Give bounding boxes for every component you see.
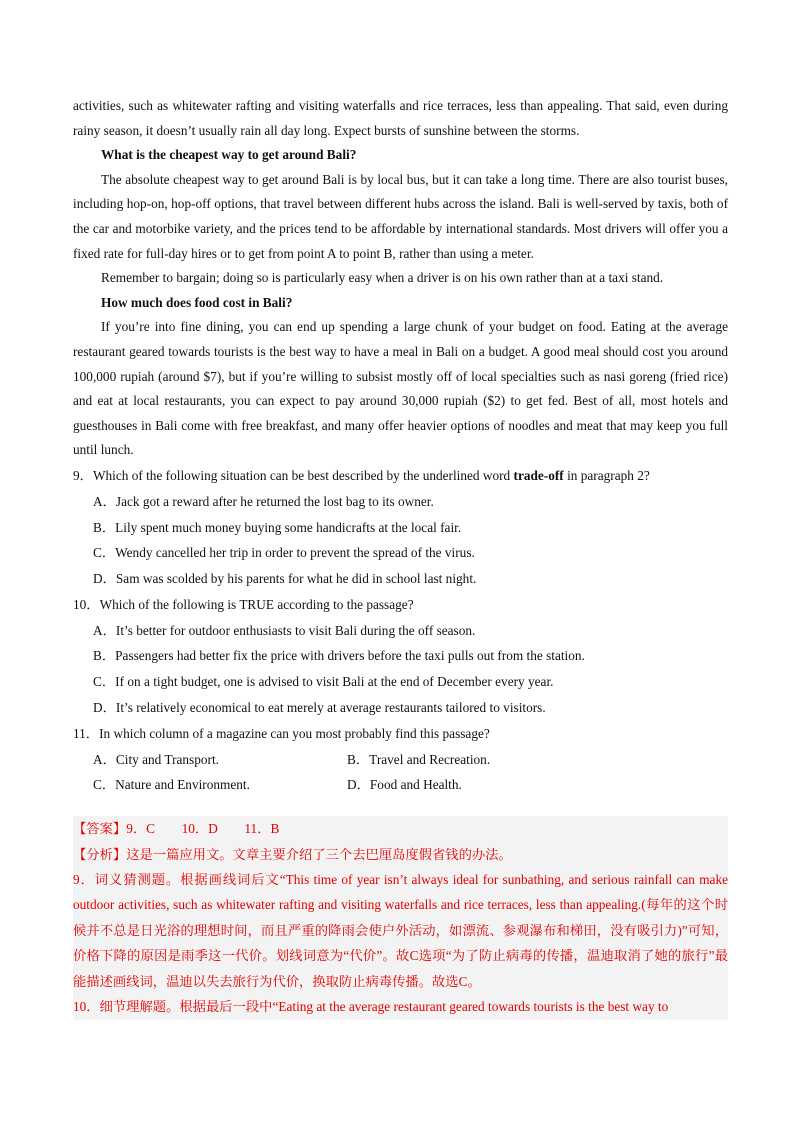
question-11: 11．In which column of a magazine can you most probably find this passage? bbox=[73, 725, 490, 741]
q10-option-c: C．If on a tight budget, one is advised to visit Bali at the end of December every year. bbox=[93, 674, 554, 690]
q11-options-row-1 bbox=[73, 747, 728, 773]
q9-option-b: B．Lily spent much money buying some handicrafts at the local fair. bbox=[93, 519, 462, 535]
analysis-line bbox=[73, 842, 728, 867]
q9-stem-b: in paragraph 2? bbox=[563, 467, 650, 483]
passage-paragraph-1: activities, such as whitewater rafting and visiting waterfalls and rice terraces, less than appealing. That said, even during rainy season, it doesn’t usually rain all day long. Expect bursts of sunshine between the storms. bbox=[73, 98, 728, 138]
q9-stem-a: 9．Which of the following situation can be best described by the underlined word bbox=[73, 467, 514, 483]
analysis-label: 【分析】 bbox=[73, 846, 127, 862]
q9-option-d: D．Sam was scolded by his parents for what he did in school last night. bbox=[93, 571, 477, 587]
q9-option-a: A．Jack got a reward after he returned the lost bag to its owner. bbox=[93, 493, 434, 509]
answer-section bbox=[73, 816, 728, 1019]
passage-paragraph-4: If you’re into fine dining, you can end up spending a large chunk of your budget on food. Eating at the average restaurant geared towards tourists is the best way to have a meal in Bali on a budget. A good meal should cost you around 100,000 rupiah (around $7), but if you’re willing to subsist mostly off of local specialties such as nasi goreng (fried rice) and eat at local restaurants, you can expect to pay around 30,000 rupiah ($2) to get fed. Best of all, most hotels and guesthouses in Bali come with free breakfast, and many offer heavier options of noodles and meat that may keep you full until lunch. bbox=[73, 319, 728, 458]
analysis-text: 这是一篇应用文。文章主要介绍了三个去巴厘岛度假省钱的办法。 bbox=[126, 846, 512, 862]
question-9 bbox=[73, 463, 728, 489]
heading-food: How much does food cost in Bali? bbox=[101, 294, 293, 310]
explanation-10: 10．细节理解题。根据最后一段中“Eating at the average restaurant geared towards tourists is the best way to bbox=[73, 999, 669, 1015]
question-10: 10．Which of the following is TRUE according to the passage? bbox=[73, 596, 414, 612]
heading-transport: What is the cheapest way to get around Bali? bbox=[101, 147, 357, 163]
explanation-9: 9．词义猜测题。根据画线词后文“This time of year isn’t always ideal for sunbathing, and serious rainfall can make outdoor activities, such as whitewater rafting and visiting waterfalls and rice terraces, less than appealing.(每年的这个时候并不总是日光浴的理想时间，而且严重的降雨会使户外活动，如漂流、参观瀑布和梯田，没有吸引力)”可知，价格下降的原因是雨季这一代价。划线词意为“代价”。故C选项“为了防止病毒的传播，温迪取消了她的旅行”最能描述画线词，温迪以失去旅行为代价，换取防止病毒传播。故选C。 bbox=[73, 872, 728, 989]
q9-underlined-word: trade-off bbox=[513, 467, 564, 483]
answer-line bbox=[73, 816, 728, 841]
passage-paragraph-3: Remember to bargain; doing so is particularly easy when a driver is on his own rather than at a taxi stand. bbox=[101, 270, 664, 286]
q11-option-d: D．Food and Health. bbox=[347, 777, 462, 793]
answer-text: 9．C 10．D 11．B bbox=[126, 821, 280, 837]
document-page bbox=[73, 94, 728, 1020]
q11-options-row-2 bbox=[73, 772, 728, 798]
q11-option-c: C．Nature and Environment. bbox=[93, 777, 250, 793]
q10-option-a: A．It’s better for outdoor enthusiasts to visit Bali during the off season. bbox=[93, 622, 476, 638]
q10-option-b: B．Passengers had better fix the price with drivers before the taxi pulls out from the station. bbox=[93, 648, 585, 664]
q10-option-d: D．It’s relatively economical to eat merely at average restaurants tailored to visitors. bbox=[93, 700, 546, 716]
q11-option-b: B．Travel and Recreation. bbox=[347, 751, 491, 767]
passage-paragraph-2: The absolute cheapest way to get around Bali is by local bus, but it can take a long time. There are also tourist buses, including hop-on, hop-off options, that travel between different hubs across the island. Bali is well-served by taxis, both of the car and motorbike variety, and the prices tend to be affordable by international standards. Most drivers will offer you a fixed rate for full-day hires or to get from point A to point B, rather than using a meter. bbox=[73, 171, 728, 261]
q11-option-a: A．City and Transport. bbox=[93, 751, 219, 767]
q9-option-c: C．Wendy cancelled her trip in order to prevent the spread of the virus. bbox=[93, 545, 475, 561]
answer-label: 【答案】 bbox=[73, 821, 127, 837]
